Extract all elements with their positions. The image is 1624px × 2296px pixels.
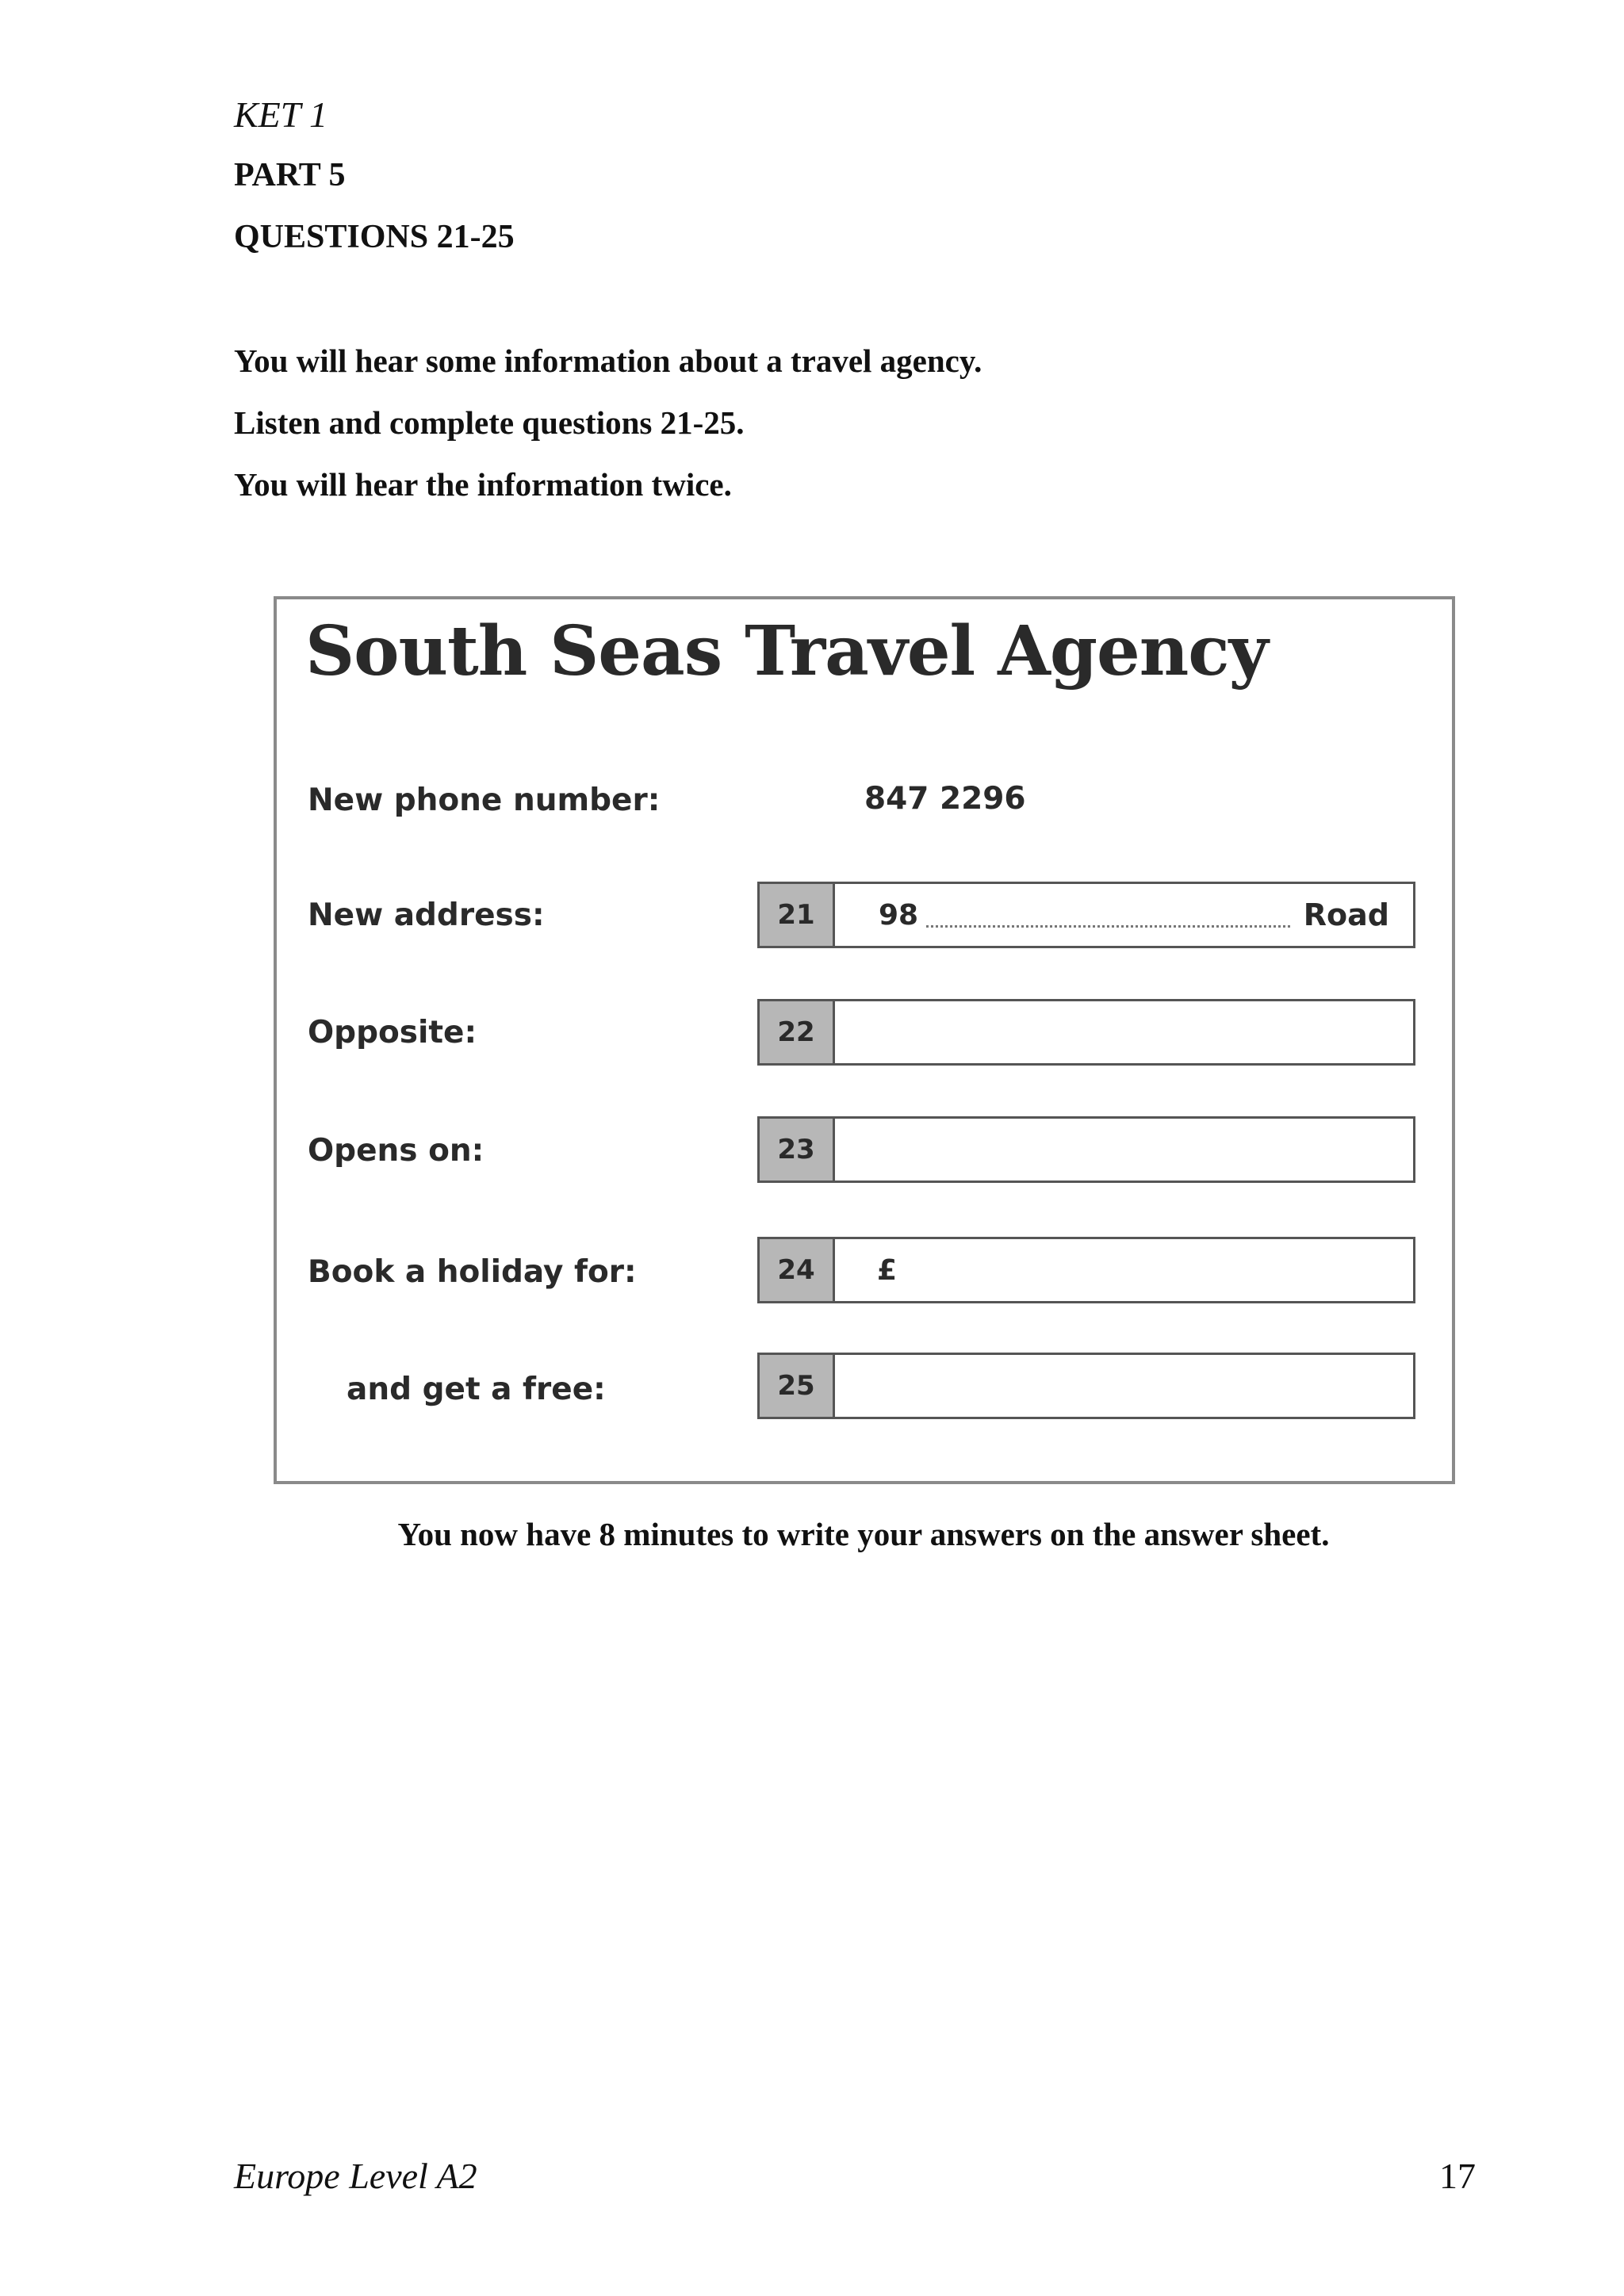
dotted-answer-line	[926, 925, 1290, 928]
exam-title: KET 1	[234, 94, 328, 135]
question-number: 25	[760, 1355, 835, 1417]
answer-field-22[interactable]	[757, 999, 1415, 1066]
opposite-label: Opposite:	[308, 1015, 477, 1050]
instruction-line: You will hear some information about a travel agency.	[234, 342, 982, 379]
questions-heading: QUESTIONS 21-25	[234, 219, 515, 255]
free-item-label: and get a free:	[347, 1372, 606, 1407]
instruction-line: You will hear the information twice.	[234, 466, 732, 503]
phone-label: New phone number:	[308, 783, 661, 818]
time-instruction: You now have 8 minutes to write your answers on the answer sheet.	[397, 1516, 1330, 1552]
question-number: 24	[760, 1239, 835, 1301]
question-number: 21	[760, 884, 835, 946]
currency-prefix: £	[877, 1253, 898, 1287]
address-label: New address:	[308, 897, 545, 933]
phone-value: 847 2296	[864, 781, 1026, 817]
question-number: 22	[760, 1001, 835, 1063]
answer-field-25[interactable]	[757, 1353, 1415, 1419]
level-footer: Europe Level A2	[234, 2156, 477, 2196]
question-number: 23	[760, 1119, 835, 1181]
instruction-line: Listen and complete questions 21-25.	[234, 404, 745, 441]
page-number: 17	[1439, 2156, 1476, 2196]
part-heading: PART 5	[234, 157, 346, 193]
answer-field-24[interactable]	[757, 1237, 1415, 1303]
address-prefix: 98	[879, 898, 919, 932]
address-suffix: Road	[1303, 897, 1389, 932]
opens-on-label: Opens on:	[308, 1133, 485, 1169]
answer-field-23[interactable]	[757, 1116, 1415, 1183]
holiday-price-label: Book a holiday for:	[308, 1254, 637, 1290]
answer-field-21[interactable]	[757, 882, 1415, 948]
form-title: South Seas Travel Agency	[305, 611, 1268, 691]
